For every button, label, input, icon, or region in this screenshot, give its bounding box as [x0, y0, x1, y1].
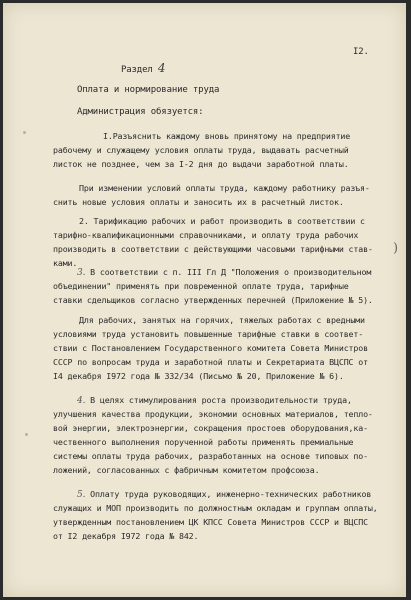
p6-line: системы оплаты труда рабочих, разработанных на основе типовых по-	[53, 451, 368, 461]
p4-line: ставки сдельщиков согласно утвержденных перечней (Приложение № 5).	[53, 295, 373, 305]
p3-line: ками.	[53, 258, 78, 268]
p6-line: В целях стимулирования роста производительности труда,	[90, 395, 352, 405]
p6-number-handwritten: 4.	[77, 396, 86, 406]
section-title: Оплата и нормирование труда	[77, 85, 220, 95]
p2-line: снить новые условия оплаты и заносить их в расчетный листок.	[53, 197, 344, 207]
p5-line: СССР по вопросам труда и заработной платы и Секретариата ВЦСПС от	[53, 357, 368, 367]
page-number: I2.	[353, 47, 369, 57]
section-heading	[121, 63, 165, 76]
p5-line: условиями труда установить повышенные тарифные ставки в соответ-	[53, 329, 364, 339]
p7-number-handwritten: 5.	[77, 490, 86, 500]
section-label: Раздел	[121, 65, 153, 75]
p3-line: производить в соответствии с действующими часовыми тарифными став-	[53, 244, 373, 254]
paper-speck	[25, 433, 28, 436]
p7-line: служащих и МОП производить по должностным окладам и группам оплаты,	[53, 503, 378, 513]
p3-line: тарифно-квалификационными справочниками, и оплату труда рабочих	[53, 230, 359, 240]
p4-line: В соответствии с п. III Гл Д "Положения о производительном	[90, 267, 372, 277]
p1-line: I.Разъяснить каждому вновь принятому на предприятие	[103, 131, 351, 141]
section-number-handwritten: 4	[157, 61, 166, 75]
p6-line: ложений, согласованных с фабричным комитетом профсоюза.	[53, 465, 320, 475]
margin-mark: )	[393, 241, 399, 256]
p7-line: от I2 декабря I972 года № 842.	[53, 531, 199, 541]
p6-first-line	[77, 395, 352, 407]
p1-line: рабочему и служащему условия оплаты труда, выдавать расчетный	[53, 145, 349, 155]
p3-line: 2. Тарификацию рабочих и работ производить в соответствии с	[79, 216, 365, 226]
p5-line: Для рабочих, занятых на горячих, тяжелых работах с вредными	[79, 315, 365, 325]
p6-line: улучшения качества продукции, экономии основных материалов, тепло-	[53, 409, 373, 419]
p1-line: листок не позднее, чем за I-2 дня до выдачи заработной платы.	[53, 159, 349, 169]
p5-line: I4 декабря I972 года № 332/34 (Письмо № 20, Приложение № 6).	[53, 371, 344, 381]
p6-line: чественного выполнения порученной работы применять премиальные	[53, 437, 354, 447]
p6-line: вой энергии, электроэнергии, сокращения простоев оборудования,ка-	[53, 423, 368, 433]
intro-line: Администрация обязуется:	[77, 107, 204, 117]
paper-speck	[23, 131, 26, 134]
p7-line: Оплату труда руководящих, инженерно-технических работников	[90, 489, 372, 499]
p2-line: При изменении условий оплаты труда, каждому работнику разъя-	[79, 183, 370, 193]
p4-first-line	[77, 267, 371, 279]
p4-number-handwritten: 3.	[77, 268, 86, 278]
p7-first-line	[77, 489, 371, 501]
document-page	[3, 3, 406, 597]
p4-line: объединении" применять при повременной оплате труда, тарифные	[53, 281, 349, 291]
p7-line: утвержденным постановлением ЦК КПСС Совета Министров СССР и ВЦСПС	[53, 517, 368, 527]
p5-line: ствии с Постановлением Государственного комитета Совета Министров	[53, 343, 368, 353]
